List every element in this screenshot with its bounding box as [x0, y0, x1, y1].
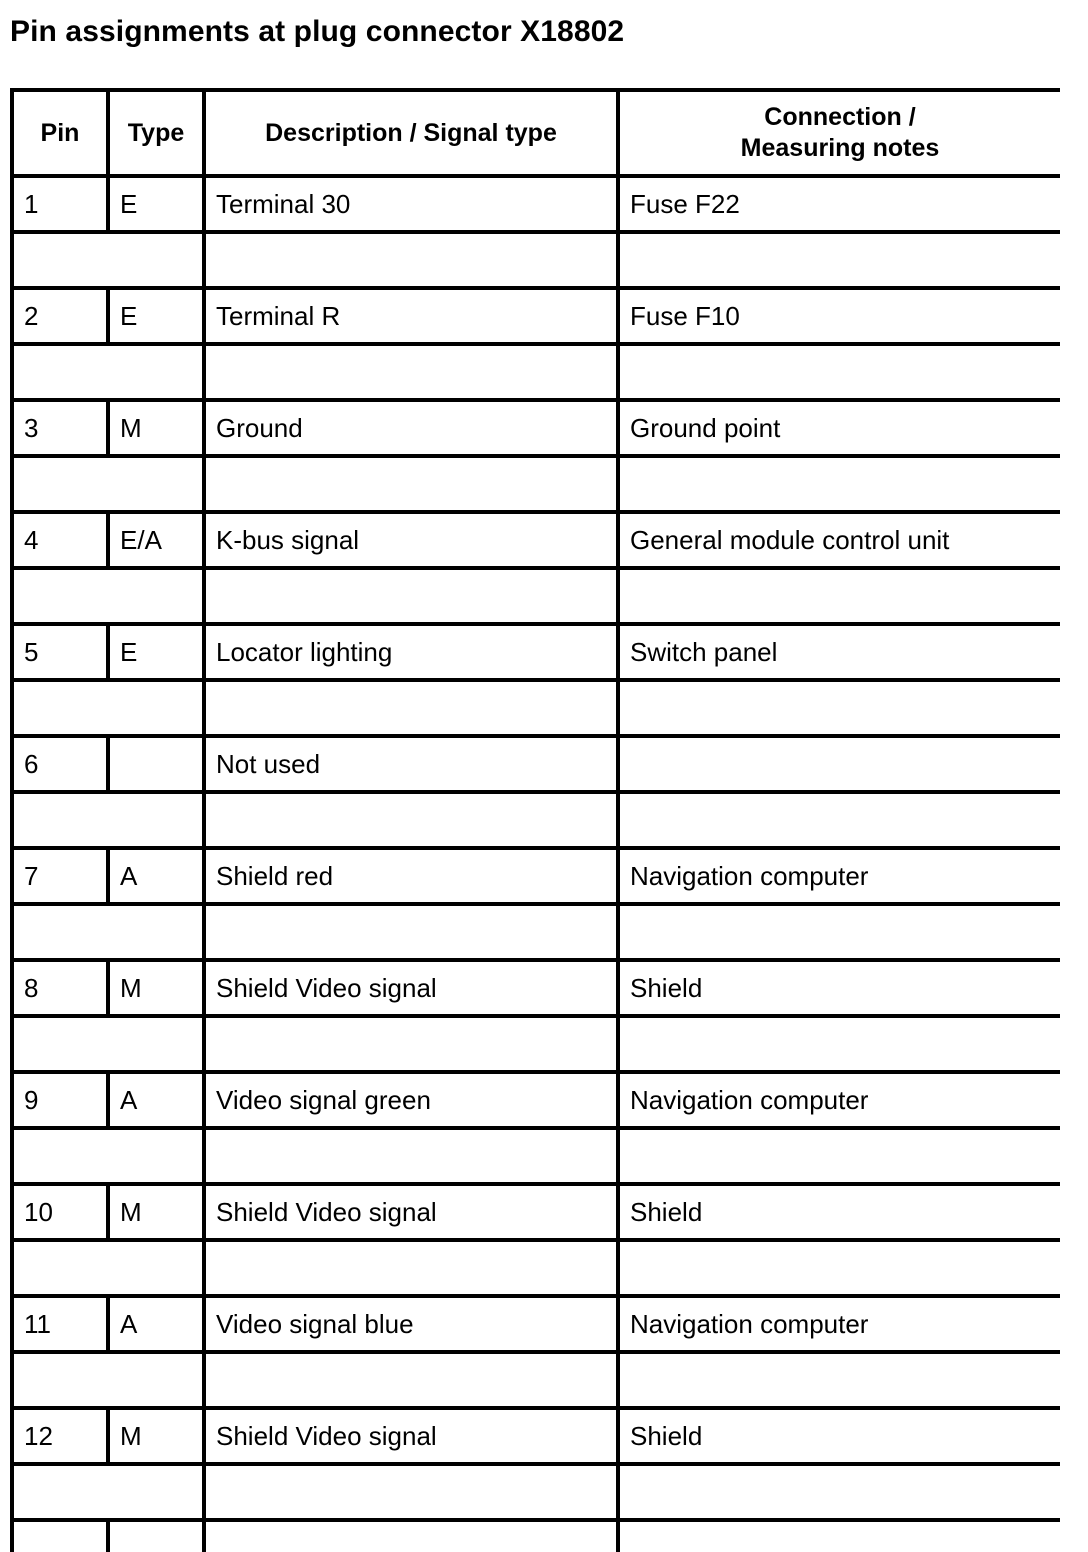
type-cell: M: [108, 1184, 204, 1240]
connection-cell: General module control unit: [618, 512, 1060, 568]
page-title: Pin assignments at plug connector X18802: [10, 15, 625, 48]
spacer-cell: [204, 792, 618, 848]
spacer-cell: [618, 1016, 1060, 1072]
table-row: [12, 1184, 1060, 1240]
connection-cell: Navigation computer: [618, 1072, 1060, 1128]
table-row: [12, 736, 1060, 792]
header-pin: Pin: [12, 90, 108, 176]
type-cell: [108, 736, 204, 792]
connection-cell: Fuse F22: [618, 176, 1060, 232]
connection-cell: Fuse F10: [618, 288, 1060, 344]
table-row: [12, 288, 1060, 344]
spacer-cell: [12, 1464, 204, 1520]
spacer-cell: [12, 232, 204, 288]
spacer-cell: [12, 568, 204, 624]
pin-cell: 9: [12, 1072, 108, 1128]
header-description: Description / Signal type: [204, 90, 618, 176]
continuation-cell: [618, 1520, 1060, 1552]
table-row: [12, 624, 1060, 680]
spacer-cell: [204, 232, 618, 288]
spacer-cell: [204, 344, 618, 400]
continuation-cell: [204, 1520, 618, 1552]
description-cell: Shield Video signal: [204, 1184, 618, 1240]
pin-cell: 4: [12, 512, 108, 568]
spacer-cell: [618, 1128, 1060, 1184]
connection-cell: Shield: [618, 1408, 1060, 1464]
spacer-cell: [204, 1240, 618, 1296]
pin-cell: 3: [12, 400, 108, 456]
type-cell: M: [108, 960, 204, 1016]
connection-cell: Navigation computer: [618, 848, 1060, 904]
type-cell: M: [108, 400, 204, 456]
pin-cell: 10: [12, 1184, 108, 1240]
spacer-cell: [618, 456, 1060, 512]
spacer-cell: [204, 1464, 618, 1520]
continuation-row: [12, 1520, 1060, 1552]
description-cell: Shield red: [204, 848, 618, 904]
type-cell: E: [108, 624, 204, 680]
type-cell: M: [108, 1408, 204, 1464]
type-cell: E: [108, 288, 204, 344]
pin-table-container: [10, 88, 1060, 1552]
connection-cell: Shield: [618, 1184, 1060, 1240]
table-row: [12, 176, 1060, 232]
table-row: [12, 848, 1060, 904]
spacer-cell: [204, 680, 618, 736]
description-cell: K-bus signal: [204, 512, 618, 568]
spacer-row: [12, 456, 1060, 512]
type-cell: A: [108, 848, 204, 904]
spacer-row: [12, 232, 1060, 288]
type-cell: E/A: [108, 512, 204, 568]
header-connection-line1: Connection /: [764, 103, 916, 131]
pin-cell: 12: [12, 1408, 108, 1464]
description-cell: Shield Video signal: [204, 1408, 618, 1464]
spacer-row: [12, 1016, 1060, 1072]
header-connection-line2: Measuring notes: [740, 134, 940, 162]
table-row: [12, 1072, 1060, 1128]
table-header-row: [12, 90, 1060, 176]
spacer-cell: [12, 904, 204, 960]
connection-cell: Switch panel: [618, 624, 1060, 680]
spacer-row: [12, 792, 1060, 848]
spacer-cell: [618, 1464, 1060, 1520]
type-cell: A: [108, 1296, 204, 1352]
table-row: [12, 960, 1060, 1016]
description-cell: Not used: [204, 736, 618, 792]
spacer-row: [12, 1128, 1060, 1184]
table-row: [12, 400, 1060, 456]
pin-cell: 1: [12, 176, 108, 232]
pin-cell: 5: [12, 624, 108, 680]
spacer-cell: [204, 1352, 618, 1408]
spacer-cell: [12, 1128, 204, 1184]
description-cell: Ground: [204, 400, 618, 456]
spacer-row: [12, 568, 1060, 624]
connection-cell: Shield: [618, 960, 1060, 1016]
description-cell: Locator lighting: [204, 624, 618, 680]
spacer-cell: [618, 680, 1060, 736]
connection-cell: [618, 736, 1060, 792]
spacer-cell: [12, 680, 204, 736]
spacer-cell: [204, 568, 618, 624]
spacer-cell: [204, 456, 618, 512]
spacer-cell: [12, 344, 204, 400]
spacer-cell: [618, 568, 1060, 624]
spacer-cell: [12, 456, 204, 512]
connection-cell: Ground point: [618, 400, 1060, 456]
pin-cell: 11: [12, 1296, 108, 1352]
spacer-cell: [618, 1352, 1060, 1408]
table-row: [12, 512, 1060, 568]
spacer-cell: [204, 904, 618, 960]
type-cell: A: [108, 1072, 204, 1128]
spacer-cell: [12, 1016, 204, 1072]
header-connection: [618, 90, 1060, 176]
description-cell: Video signal blue: [204, 1296, 618, 1352]
type-cell: E: [108, 176, 204, 232]
spacer-row: [12, 1464, 1060, 1520]
spacer-cell: [618, 904, 1060, 960]
connection-cell: Navigation computer: [618, 1296, 1060, 1352]
spacer-cell: [618, 1240, 1060, 1296]
spacer-cell: [618, 792, 1060, 848]
pin-cell: 6: [12, 736, 108, 792]
description-cell: Shield Video signal: [204, 960, 618, 1016]
spacer-row: [12, 344, 1060, 400]
spacer-cell: [12, 1240, 204, 1296]
spacer-row: [12, 680, 1060, 736]
table-row: [12, 1296, 1060, 1352]
pin-assignment-table: [10, 88, 1060, 1552]
spacer-cell: [12, 792, 204, 848]
spacer-cell: [12, 1352, 204, 1408]
description-cell: Terminal R: [204, 288, 618, 344]
spacer-cell: [618, 232, 1060, 288]
spacer-row: [12, 1352, 1060, 1408]
continuation-cell: [12, 1520, 108, 1552]
description-cell: Video signal green: [204, 1072, 618, 1128]
pin-cell: 7: [12, 848, 108, 904]
table-row: [12, 1408, 1060, 1464]
header-type: Type: [108, 90, 204, 176]
spacer-row: [12, 904, 1060, 960]
spacer-cell: [204, 1016, 618, 1072]
spacer-row: [12, 1240, 1060, 1296]
continuation-cell: [108, 1520, 204, 1552]
description-cell: Terminal 30: [204, 176, 618, 232]
spacer-cell: [204, 1128, 618, 1184]
pin-cell: 2: [12, 288, 108, 344]
pin-cell: 8: [12, 960, 108, 1016]
spacer-cell: [618, 344, 1060, 400]
